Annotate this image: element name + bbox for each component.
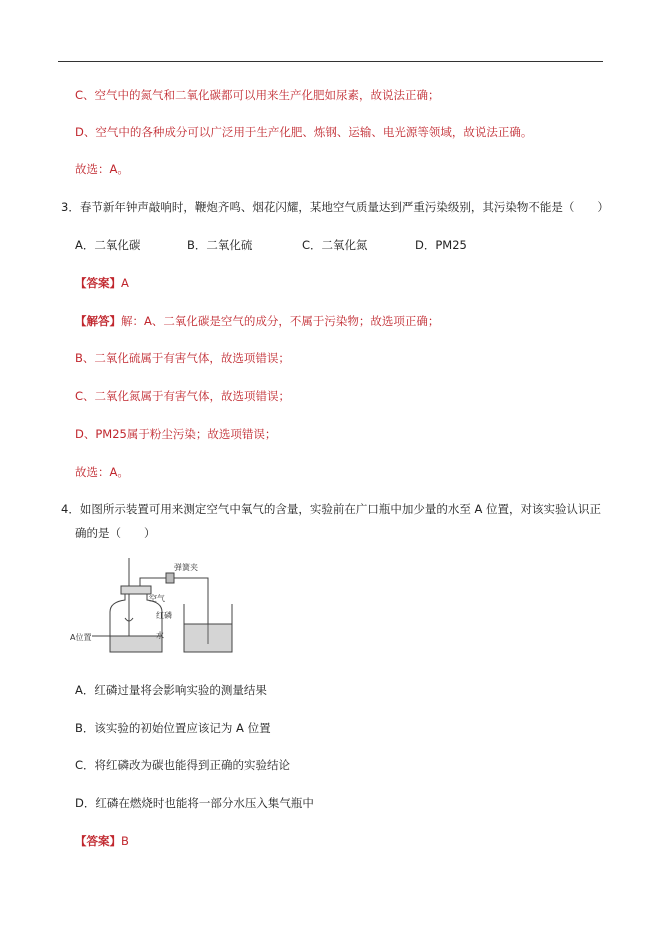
q3-analysis-c: C、二氧化氮属于有害气体，故选项错误；	[75, 389, 291, 403]
bottle-water-fill	[111, 637, 162, 652]
q3-option-c: C．二氧化氮	[302, 238, 368, 252]
q4-stem-2: 确的是（ ）	[75, 526, 156, 540]
q3-analysis-lead: 解：	[121, 314, 144, 328]
bottle-stopper	[121, 586, 151, 594]
prev-explanation-d: D、空气中的各种成分可以广泛用于生产化肥、炼钢、运输、电光源等领域，故说法正确。	[75, 125, 533, 139]
q4-answer-line	[75, 833, 129, 849]
q3-stem: 春节新年钟声敲响时，鞭炮齐鸣、烟花闪耀，某地空气质量达到严重污染级别，其污染物不能是（ ）	[79, 200, 609, 214]
q4-option-b: B．该实验的初始位置应该记为 A 位置	[75, 721, 271, 735]
q3-choose: 故选：A。	[75, 465, 129, 479]
clamp-label: 弹簧夹	[174, 563, 198, 572]
air-label: 空气	[149, 594, 165, 603]
q3-analysis-a: A、二氧化碳是空气的成分，不属于污染物；故选项正确；	[144, 314, 440, 328]
q3-analysis-line	[75, 313, 439, 329]
a-position-label: A位置	[70, 633, 92, 642]
q3-answer-line	[75, 275, 129, 291]
q4-stem-line1	[61, 501, 601, 517]
q3-answer-tag: 【答案】	[75, 276, 121, 290]
water-label: 水	[156, 631, 164, 640]
q3-option-a: A．二氧化碳	[75, 238, 141, 252]
q4-number: 4．	[61, 502, 80, 516]
beaker-water-fill	[185, 625, 232, 652]
q4-answer: B	[121, 834, 129, 848]
q4-option-c: C．将红磷改为碳也能得到正确的实验结论	[75, 758, 291, 772]
q3-number: 3．	[61, 200, 80, 214]
q4-option-a: A．红磷过量将会影响实验的测量结果	[75, 683, 267, 697]
q3-answer: A	[121, 276, 129, 290]
q3-analysis-b: B、二氧化硫属于有害气体，故选项错误；	[75, 351, 290, 365]
q3-option-d: D．PM25	[415, 238, 467, 252]
header-rule	[58, 61, 603, 62]
q4-stem-1: 如图所示装置可用来测定空气中氧气的含量，实验前在广口瓶中加少量的水至 A 位置，对该实验认识正	[79, 502, 602, 516]
q3-stem-line	[61, 199, 609, 215]
phosphorus-label: 红磷	[156, 611, 172, 620]
q4-option-d: D．红磷在燃烧时也能将一部分水压入集气瓶中	[75, 796, 314, 810]
q3-analysis-tag: 【解答】	[75, 314, 121, 328]
q4-answer-tag: 【答案】	[75, 834, 121, 848]
q3-option-b: B．二氧化硫	[187, 238, 253, 252]
q3-analysis-d: D、PM25属于粉尘污染；故选项错误；	[75, 427, 277, 441]
apparatus-figure	[70, 556, 242, 656]
spring-clamp	[166, 573, 174, 583]
prev-explanation-c: C、空气中的氮气和二氧化碳都可以用来生产化肥如尿素，故说法正确；	[75, 88, 440, 102]
prev-choose: 故选：A。	[75, 162, 129, 176]
